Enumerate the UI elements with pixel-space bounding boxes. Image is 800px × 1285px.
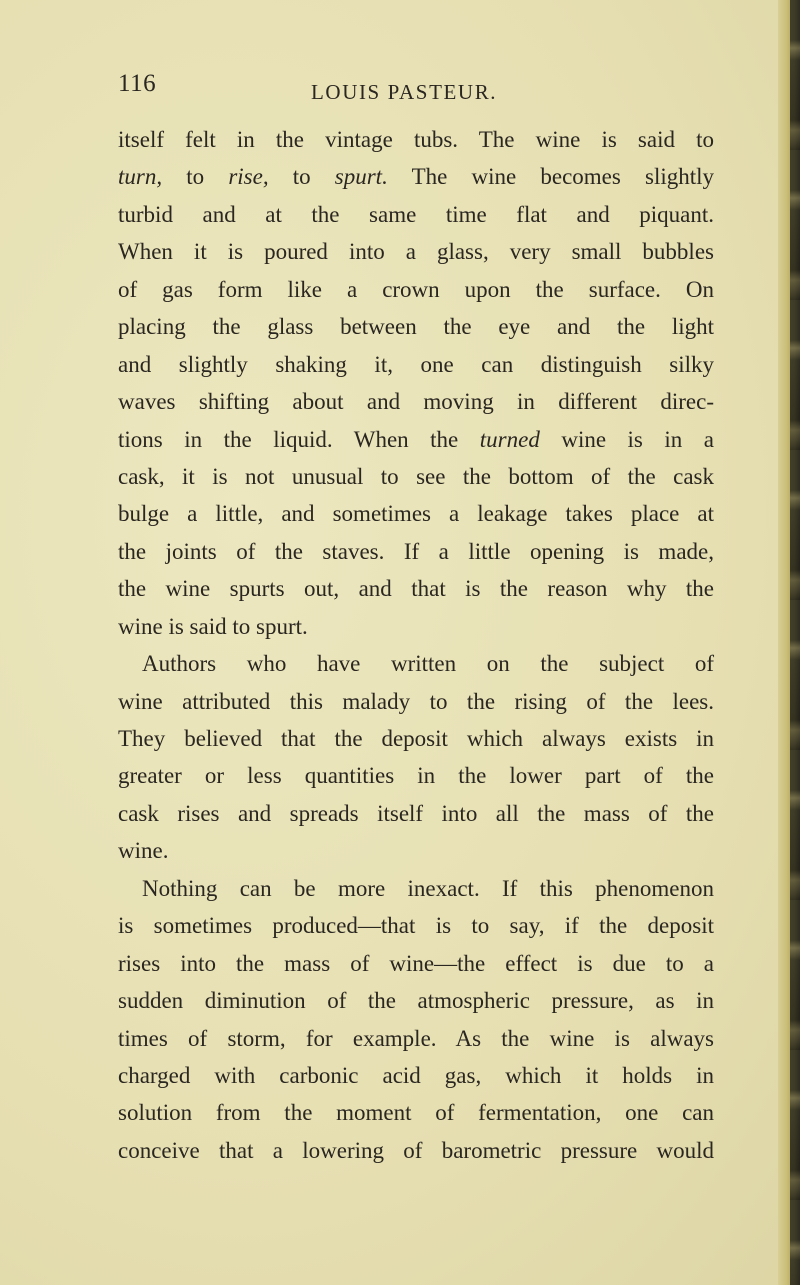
text-line (118, 757, 714, 794)
text-line (118, 495, 714, 532)
line-text: Authors who have written on the subject of (142, 651, 714, 677)
line-text: conceive that a lowering of barometric pressure would (118, 1137, 714, 1163)
line-text: cask rises and spreads itself into all the mass of the (118, 800, 714, 826)
line-text: tions in the liquid. When the (118, 426, 480, 452)
line-text: greater or less quantities in the lower part of the (118, 763, 714, 789)
body-text (118, 121, 714, 1169)
text-line (118, 1057, 714, 1094)
line-text: to (268, 164, 335, 190)
italic-word: turn, (118, 164, 163, 190)
line-text: The wine becomes slightly (387, 164, 715, 190)
line-text: itself felt in the vintage tubs. The wine is said to (118, 127, 714, 152)
line-text: placing the glass between the eye and the light (118, 314, 714, 340)
text-line (118, 945, 714, 982)
text-line (118, 870, 714, 907)
line-text: sudden diminution of the atmospheric pressure, as in (118, 988, 714, 1014)
line-text: cask, it is not unusual to see the bottom of the cask (118, 463, 714, 489)
text-line (118, 907, 714, 944)
text-line (118, 458, 714, 495)
text-line (118, 982, 714, 1019)
italic-word: turned (479, 426, 540, 452)
line-text: wine. (118, 838, 169, 864)
text-line (118, 233, 714, 270)
line-text: the joints of the staves. If a little opening is made, (118, 538, 714, 564)
text-line (118, 683, 714, 720)
page-header (118, 70, 708, 106)
line-text: to (162, 164, 229, 190)
italic-word: spurt. (334, 164, 388, 190)
text-line (118, 121, 714, 158)
text-line (118, 383, 714, 420)
line-text: times of storm, for example. As the wine is always (118, 1025, 714, 1051)
text-line (118, 533, 714, 570)
line-text: When it is poured into a glass, very small bubbles (118, 239, 714, 265)
text-line (118, 1020, 714, 1057)
text-line (118, 271, 714, 308)
text-line (118, 346, 714, 383)
text-line (118, 570, 714, 607)
running-head: LOUIS PASTEUR. (311, 80, 498, 104)
italic-word: rise, (228, 164, 269, 190)
text-line (118, 608, 714, 645)
text-line (118, 308, 714, 345)
text-line (118, 720, 714, 757)
line-text: They believed that the deposit which always exists in (118, 726, 714, 751)
line-text: wine is in a (539, 426, 714, 452)
text-line (118, 1132, 714, 1169)
page-number: 116 (118, 70, 157, 97)
text-line (118, 832, 714, 869)
line-text: wine attributed this malady to the rising of the lees. (118, 688, 714, 714)
page-edge-shadow (778, 0, 800, 1285)
text-line (118, 158, 714, 195)
text-line (118, 196, 714, 233)
line-text: rises into the mass of wine—the effect is due to a (118, 950, 714, 976)
line-text: turbid and at the same time flat and piquant. (118, 201, 714, 227)
text-line (118, 795, 714, 832)
line-text: solution from the moment of fermentation, one can (118, 1100, 714, 1126)
line-text: wine is said to spurt. (118, 613, 308, 639)
line-text: Nothing can be more inexact. If this phenomenon (142, 875, 714, 901)
line-text: of gas form like a crown upon the surface. On (118, 276, 714, 302)
line-text: and slightly shaking it, one can distinguish silky (118, 351, 714, 377)
line-text: is sometimes produced—that is to say, if the deposit (118, 913, 714, 939)
line-text: bulge a little, and sometimes a leakage takes place at (118, 501, 714, 527)
text-line (118, 645, 714, 682)
line-text: waves shifting about and moving in different direc- (118, 389, 714, 415)
text-line (118, 421, 714, 458)
text-line (118, 1094, 714, 1131)
line-text: charged with carbonic acid gas, which it holds in (118, 1062, 714, 1088)
line-text: the wine spurts out, and that is the reason why the (118, 576, 714, 602)
